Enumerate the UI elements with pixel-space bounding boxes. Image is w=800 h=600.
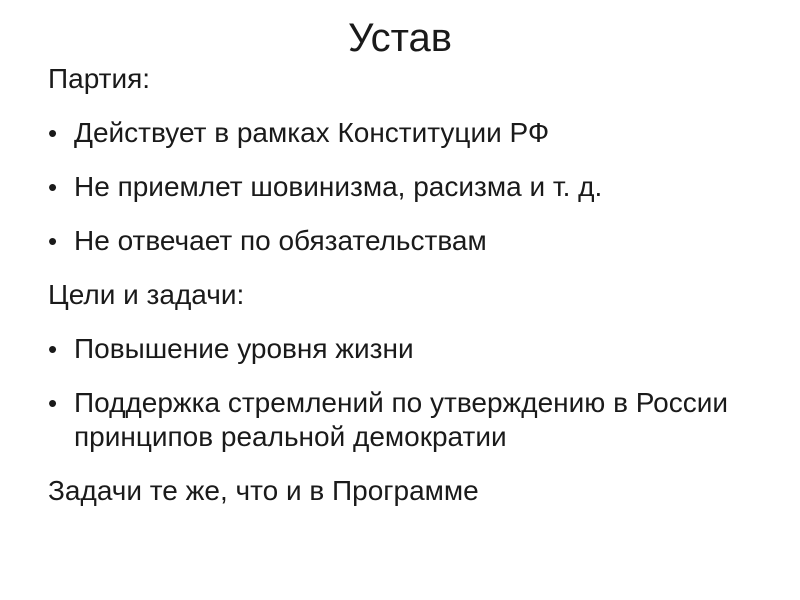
bullet-icon: • [48,388,58,418]
bullet-icon: • [48,334,58,364]
list-item [48,332,768,366]
bullet-icon: • [48,172,58,202]
list-item-text: Повышение уровня жизни [74,333,414,364]
list-item [48,116,768,150]
slide-body [48,62,768,508]
bullet-icon: • [48,226,58,256]
closing-text: Задачи те же, что и в Программе [48,475,479,506]
list-item-text: Не отвечает по обязательствам [74,225,487,256]
list-item [48,170,768,204]
bullet-icon: • [48,118,58,148]
list-item-text: Не приемлет шовинизма, расизма и т. д. [74,171,603,202]
section-heading-goals: Цели и задачи: [48,279,245,310]
list-item-text: Действует в рамках Конституции РФ [74,117,550,148]
list-item [48,386,768,454]
list-item-text: Поддержка стремлений по утверждению в России принципов реальной демократии [74,387,729,452]
slide-title: Устав [347,16,453,60]
section-heading-party: Партия: [48,63,151,94]
goals-list [48,332,768,454]
list-item [48,224,768,258]
party-list [48,116,768,258]
